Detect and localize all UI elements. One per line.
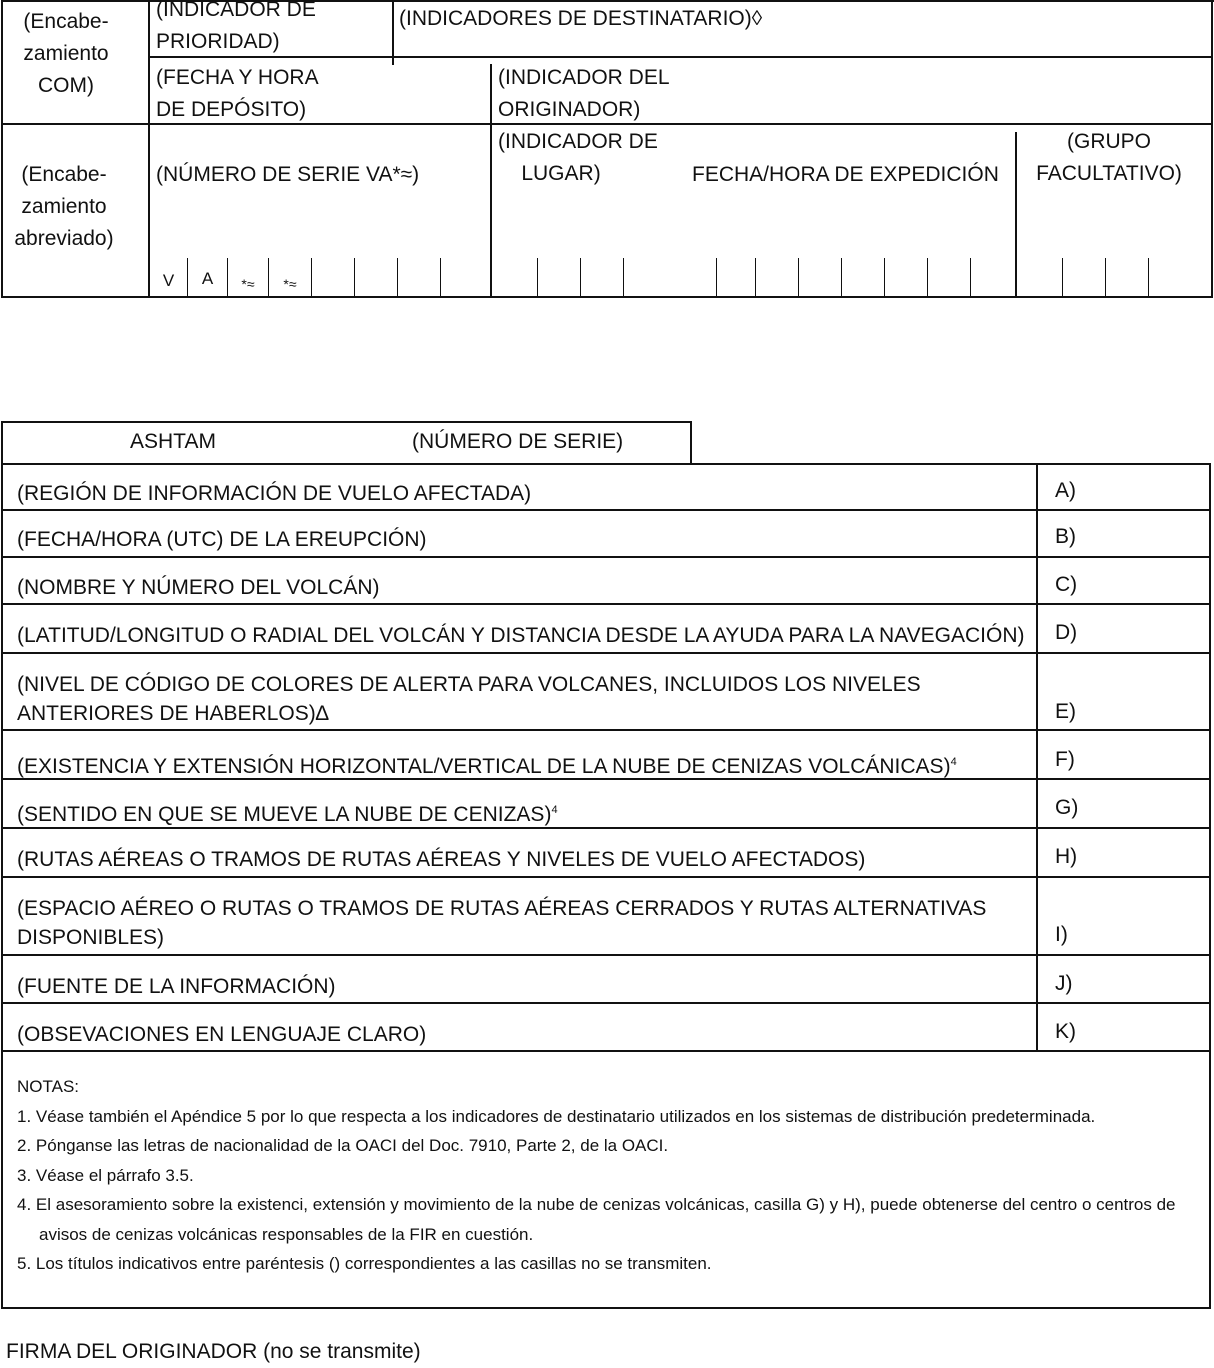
row-letter-f: F): [1055, 748, 1075, 771]
row-letter-h: H): [1055, 845, 1078, 868]
location-indicator-label: (INDICADOR DE LUGAR): [498, 130, 658, 185]
serial-number-label: (NÚMERO DE SERIE VA*≈): [156, 163, 420, 186]
row-label-f-note: 4: [950, 756, 957, 768]
row-label-b: (FECHA/HORA (UTC) DE LA EREUPCIÓN): [17, 528, 427, 551]
row-label-k: (OBSEVACIONES EN LENGUAJE CLARO): [17, 1023, 427, 1046]
row-label-g-text: (SENTIDO EN QUE SE MUEVE LA NUBE DE CENIZAS): [17, 803, 552, 826]
notes-heading: NOTAS:: [17, 1077, 80, 1096]
row-letter-i: I): [1055, 923, 1068, 946]
issue-time-label: FECHA/HORA DE EXPEDICIÓN: [692, 163, 999, 186]
priority-indicator-label: (INDICADOR DE PRIORIDAD): [156, 0, 316, 53]
row-letter-d: D): [1055, 621, 1078, 644]
note-item: 4. El asesoramiento sobre la existenci, extensión y movimiento de la nube de cenizas volcánicas, casilla G) y H), puede obtenerse del centro o centros de avisos de cenizas volcánicas responsables de la FIR en cuestión.: [17, 1195, 1176, 1244]
note-item: 3. Véase el párrafo 3.5.: [17, 1165, 194, 1185]
abbreviated-heading-label: (Encabe- zamiento abreviado): [14, 163, 114, 250]
row-label-f: [17, 748, 957, 781]
ashtam-title: ASHTAM: [130, 430, 216, 453]
addressee-indicators-label: (INDICADORES DE DESTINATARIO)◊: [399, 7, 763, 30]
com-heading-label: (Encabe- zamiento COM): [23, 10, 109, 97]
box-a: A: [201, 269, 214, 288]
note-item: 5. Los títulos indicativos entre paréntesis () correspondientes a las casillas no se transmiten.: [17, 1254, 712, 1273]
filing-time-label: (FECHA Y HORA DE DEPÓSITO): [156, 66, 319, 121]
row-label-d: (LATITUD/LONGITUD O RADIAL DEL VOLCÁN Y DISTANCIA DESDE LA AYUDA PARA LA NAVEGACIÓN): [17, 624, 1025, 647]
row-label-i: (ESPACIO AÉREO O RUTAS O TRAMOS DE RUTAS AÉREAS CERRADOS Y RUTAS ALTERNATIVAS DISPONIBLES): [17, 897, 987, 949]
row-letter-a: A): [1055, 479, 1076, 502]
row-label-g: [17, 796, 558, 829]
row-label-j: (FUENTE DE LA INFORMACIÓN): [17, 975, 336, 998]
row-label-h: (RUTAS AÉREAS O TRAMOS DE RUTAS AÉREAS Y NIVELES DE VUELO AFECTADOS): [17, 848, 866, 871]
row-label-e: (NIVEL DE CÓDIGO DE COLORES DE ALERTA PARA VOLCANES, INCLUIDOS LOS NIVELES ANTERIORES DE HABERLOS)∆: [17, 673, 921, 725]
row-label-a: (REGIÓN DE INFORMACIÓN DE VUELO AFECTADA): [17, 482, 532, 505]
originator-indicator-label: (INDICADOR DEL ORIGINADOR): [498, 66, 670, 121]
row-label-g-note: 4: [551, 804, 558, 816]
row-letter-c: C): [1055, 573, 1078, 596]
row-letter-e: E): [1055, 700, 1076, 723]
box-star-1: *≈: [241, 276, 255, 292]
ashtam-serial-label: (NÚMERO DE SERIE): [412, 430, 624, 453]
row-letter-g: G): [1055, 796, 1079, 819]
row-letter-b: B): [1055, 525, 1076, 548]
row-label-f-text: (EXISTENCIA Y EXTENSIÓN HORIZONTAL/VERTICAL DE LA NUBE DE CENIZAS VOLCÁNICAS): [17, 755, 951, 778]
box-star-2: *≈: [283, 276, 297, 292]
notes-block: [17, 1072, 1187, 1279]
note-item: 2. Pónganse las letras de nacionalidad de la OACI del Doc. 7910, Parte 2, de la OACI.: [17, 1136, 669, 1155]
originator-signature-label: FIRMA DEL ORIGINADOR (no se transmite): [6, 1340, 421, 1363]
row-letter-k: K): [1055, 1020, 1076, 1043]
optional-group-label: (GRUPO FACULTATIVO): [1036, 130, 1182, 185]
box-v: V: [162, 271, 175, 290]
row-label-c: (NOMBRE Y NÚMERO DEL VOLCÁN): [17, 576, 380, 599]
note-item: 1. Véase también el Apéndice 5 por lo que respecta a los indicadores de destinatario utilizados en los sistemas de distribución predeterminada.: [17, 1106, 1096, 1126]
row-letter-j: J): [1055, 972, 1073, 995]
